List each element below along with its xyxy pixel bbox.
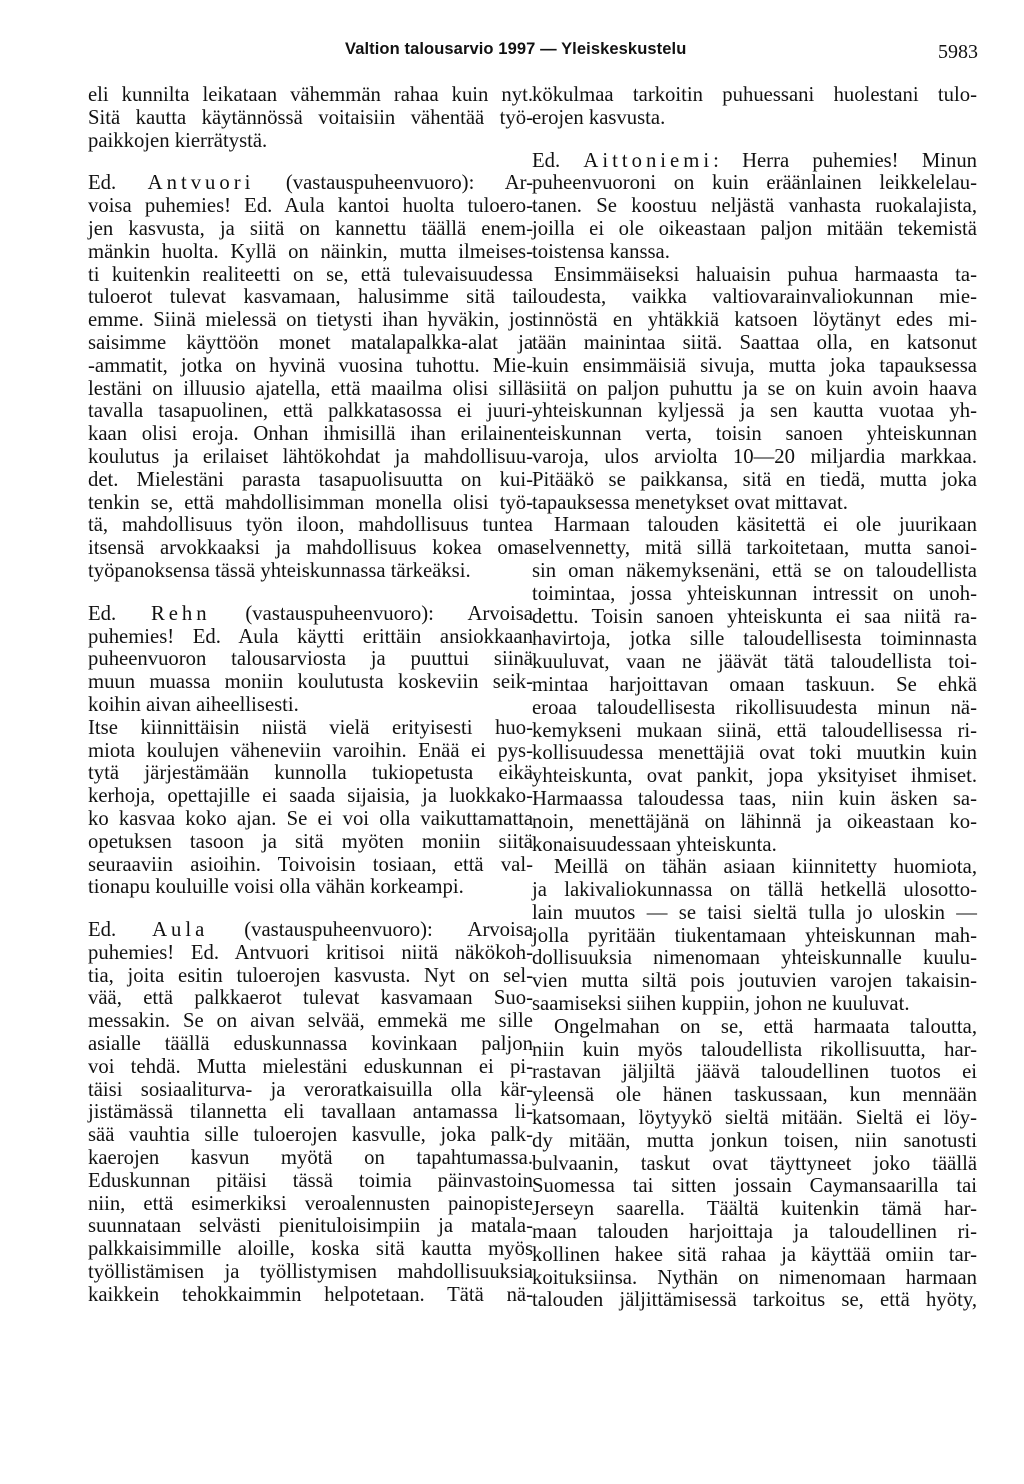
speech-intro: (vastauspuheenvuoro): Arvoisa [208,919,533,942]
text-line: Sitä kautta käytännössä voitaisiin vähentää työ- [88,106,533,129]
text-line: -ammatit, jotka on hyvinä vuosina tuhottu. Mie- [88,354,533,377]
speaker-prefix: Ed. [88,602,151,625]
text-line: voisa puhemies! Ed. Aula kantoi huolta tuloero- [88,195,533,218]
text-line: itsensä arvokkaaksi ja mahdollisuus kokea oma [88,537,533,560]
text-line: toimintaa, jossa yhteiskunnan intressit on unoh- [532,582,977,605]
text-line: täisi sosiaaliturva- ja veroratkaisuilla olla kär- [88,1078,533,1101]
text-line [88,603,533,626]
text-line: ko kasvaa koko ajan. Se ei voi olla vaikuttamatta [88,807,533,830]
text-line: tapauksessa menetykset ovat mittavat. [532,491,848,514]
text-line: opetuksen tasoon ja sitä myöten moniin siitä [88,830,533,853]
text-line: työpanoksensa tässä yhteiskunnassa tärkeäksi. [88,559,471,582]
text-line: jistämässä tilannetta eli tavallaan antamassa li- [88,1101,533,1124]
text-line: tenkin se, että mahdollisimman monella olisi työ- [88,491,533,514]
text-line: ja lakivaliokunnassa on tällä hetkellä ulosotto- [532,879,977,902]
text-line: lestäni on illuusio ajatella, että maailma olisi sillä [88,377,533,400]
text-line: sin oman näkemyksenäni, että se on taloudellista [532,559,977,582]
text-line: tuloerot tulevat kasvamaan, halusimme sitä tai [88,286,533,309]
text-line: yleensä ole hänen taskussaan, kun mennään [532,1084,977,1107]
text-line: kollisuudessa menettäjiä ovat toki muutkin kuin [532,742,977,765]
text-line: siitä on paljon puhuttu ja se on kuin avoin haava [532,377,977,400]
text-line: katsomaan, löytyykö sieltä mitään. Sieltä ei löy- [532,1107,977,1130]
left-column [88,84,533,1307]
text-line: kollinen hakee sitä rahaa ja käyttää omiin tar- [532,1243,977,1266]
text-line: kaan olisi eroja. Onhan ihmisillä ihan erilainen [88,423,533,446]
text-line: Pitääkö se paikkansa, sitä en tiedä, mutta joka [532,468,977,491]
text-line: eroaa taloudellisesta rikollisuudesta minun nä- [532,696,977,719]
text-line: miota koulujen väheneviin varoihin. Enää ei pys- [88,739,533,762]
text-line: tavalla tasapuolinen, että palkkatasossa ei juuri- [88,400,533,423]
running-title: Valtion talousarvio 1997 — Yleiskeskustelu [345,40,687,58]
speaker-prefix: Ed. [532,149,584,172]
text-line: kerhoja, opettajille ei saada sijaisia, ja luokkako- [88,785,533,808]
text-line: vää, että palkkaerot tulevat kasvamaan Suo- [88,987,533,1010]
paragraph [532,264,977,515]
text-line: asialle täällä eduskunnassa kovinkaan paljon [88,1033,533,1056]
text-line: puhemies! Ed. Aula käytti erittäin ansiokkaan [88,625,533,648]
paragraph [532,856,977,1016]
text-line: eli kunnilta leikataan vähemmän rahaa kuin nyt. [88,84,533,106]
speaker-name: Aittoniemi [583,149,714,172]
text-line: puheenvuoron talousarviosta ja puuttui siinä [88,648,533,671]
page-header [0,40,1024,70]
text-line: messakin. Se on aivan selvää, emmekä me sille [88,1010,533,1033]
text-line: Eduskunnan pitäisi tässä toimia päinvastoin [88,1169,533,1192]
text-line: ti kuitenkin realiteetti on se, että tulevaisuudessa [88,263,533,286]
text-line: dettu. Toisin sanoen yhteiskunta ei saa niitä ra- [532,605,977,628]
text-line: työllistämisen ja työllistymisen mahdollisuuksia [88,1261,533,1284]
text-line: selvennetty, mitä sillä tarkoitetaan, mutta sanoi- [532,537,977,560]
text-line: koulutus ja erilaiset lähtökohdat ja mahdollisuu- [88,445,533,468]
text-line: dy mitään, mutta jonkun toisen, niin sanotusti [532,1129,977,1152]
text-line: joilla ei ole oikeastaan paljon mitään tekemistä [532,217,977,240]
text-line: Ongelmahan on se, että harmaata taloutta, [554,1015,977,1038]
text-line: saamiseksi siihen kuppiin, johon ne kuuluvat. [532,993,910,1016]
text-line: kökulmaa tarkoitin puhuessani huolestani tulo- [532,84,977,106]
text-line: dollisuuksia nimenomaan yhteiskunnalle kuulu- [532,947,977,970]
text-line: tanen. Se koostuu neljästä vanhasta ruokalajista, [532,195,977,218]
text-line: teiskunnan verta, toisin sanoen yhteiskunnan [532,423,977,446]
text-line: tytä järjestämään kunnolla tukiopetusta eikä [88,762,533,785]
speech-intro: (vastauspuheenvuoro): Arvoisa [210,602,533,625]
text-line: lain muutos — se taisi sieltä tulla jo uloskin — [532,901,977,924]
text-line: voi tehdä. Mutta mielestäni eduskunnan ei pi- [88,1055,533,1078]
text-line: mänkin huolta. Kyllä on näinkin, mutta ilmeises- [88,240,533,263]
text-line: tionapu kouluille voisi olla vähän korkeampi. [88,876,464,899]
text-line: toistensa kanssa. [532,240,670,263]
paragraph [88,84,533,152]
text-line: bulvaanin, taskut ovat täyttyneet joko täällä [532,1152,977,1175]
text-line: puheenvuoroni on kuin eräänlainen leikkelelau- [532,172,977,195]
text-line: saisimme käyttöön monet matalapalkka-alat ja [88,331,533,354]
text-line: havirtoja, jotka sille taloudellisesta toiminnasta [532,628,977,651]
text-line: talouden jäljittämisessä tarkoitus se, että hyöty, [532,1289,977,1312]
speaker-name: Antvuori [147,172,255,195]
text-line: Ensimmäiseksi haluaisin puhua harmaasta ta- [554,263,977,286]
text-line: varoja, ulos arviolta 10—20 miljardia markkaa. [532,445,977,468]
text-line [88,172,533,195]
text-line: loudesta, vaikka valtiovarainvaliokunnan mie- [532,286,977,309]
text-line: mintaa harjoittavan omaan taskuun. Se ehkä [532,673,977,696]
text-line: Jerseyn saarella. Täältä kuitenkin tämä har- [532,1198,977,1221]
paragraph [532,1016,977,1312]
text-line: Meillä on tähän asiaan kiinnitetty huomiota, [554,856,977,879]
text-line: tia, joita esitin tuloerojen kasvusta. Nyt on sel- [88,964,533,987]
text-line: jolla pyritään tiukentamaan yhteiskunnan mah- [532,924,977,947]
speaker-name: Aula [152,919,209,942]
text-line: kaerojen kasvun myötä on tapahtumassa. [88,1147,533,1170]
text-line: kuin ensimmäisiä sivuja, mutta joka tapauksessa [532,354,977,377]
text-line: erojen kasvusta. [532,106,666,129]
right-column [532,84,977,1312]
text-line: Itse kiinnittäisin niistä vielä erityisesti huo- [88,716,533,739]
speech-intro: : Herra puhemies! Minun [713,149,978,172]
text-line: seuraaviin asioihin. Toivoisin tosiaan, että val- [88,853,533,876]
text-line: rastavan jäljiltä jäävä taloudellinen tuotos ei [532,1061,977,1084]
text-line: konaisuudessaan yhteiskunta. [532,833,777,856]
paragraph [88,717,533,899]
speaker-name: Rehn [150,602,211,625]
text-line: niin, että esimerkiksi veroalennusten painopiste [88,1192,533,1215]
speech-antvuori [88,172,533,582]
speech-aula [88,919,533,1307]
text-line: niin kuin myös taloudellista rikollisuutta, har- [532,1038,977,1061]
text-line: puhemies! Ed. Antvuori kritisoi niitä näkökoh- [88,941,533,964]
text-line [532,150,977,173]
text-line: tinnöstä en yhtäkkiä katsoen löytänyt edes mi- [532,309,977,332]
text-line: paikkojen kierrätystä. [88,129,268,152]
text-line: yhteiskunta, ovat pankit, jopa yksityiset ihmiset. [532,765,977,788]
text-line: yhteiskunnan kyljessä ja sen kautta vuotaa yh- [532,400,977,423]
text-line: maan talouden harjoittaja ja taloudellinen ri- [532,1221,977,1244]
text-line: tä, mahdollisuus työn iloon, mahdollisuus tuntea [88,514,533,537]
paragraph [532,514,977,856]
speaker-prefix: Ed. [88,172,148,195]
text-line: tään mainintaa siitä. Saattaa olla, en katsonut [532,331,977,354]
text-line: det. Mielestäni parasta tasapuolisuutta on kui- [88,468,533,491]
text-line: suunnataan selvästi pienituloisimpiin ja matala- [88,1215,533,1238]
page-number: 5983 [938,41,978,63]
text-line: kaikkein tehokkaimmin helpotetaan. Tätä nä- [88,1283,533,1306]
text-line: Suomessa tai sitten jossain Caymansaarilla tai [532,1175,977,1198]
text-line: jen kasvusta, ja siitä on kannettu täällä enem- [88,217,533,240]
text-line: noin, menettäjänä on lähinnä ja oikeastaan ko- [532,810,977,833]
speech-intro: (vastauspuheenvuoro): Ar- [254,172,533,195]
text-line [88,919,533,942]
speech-rehn [88,603,533,717]
text-line: koihin aivan aiheellisesti. [88,693,299,716]
text-line: sää vauhtia sille tuloerojen kasvulle, joka palk- [88,1124,533,1147]
text-line: palkkaisimmille aloille, koska sitä kautta myös [88,1238,533,1261]
speaker-prefix: Ed. [88,919,153,942]
text-line: emme. Siinä mielessä on tietysti ihan hyväkin, jos [88,309,533,332]
paragraph [532,84,977,130]
text-line: vien mutta siltä pois joutuvien varojen takaisin- [532,970,977,993]
text-line: koituksiinsa. Nythän on nimenomaan harmaan [532,1266,977,1289]
text-line: kemykseni mukaan siinä, että taloudellisessa ri- [532,719,977,742]
text-line: Harmaan talouden käsitettä ei ole juurikaan [554,514,977,537]
text-line: muun muassa moniin koulutusta koskeviin seik- [88,671,533,694]
speech-aittoniemi [532,150,977,264]
text-line: Harmaassa taloudessa taas, niin kuin äsken sa- [532,787,977,810]
text-line: kuuluvat, vaan ne jäävät tätä taloudellista toi- [532,651,977,674]
